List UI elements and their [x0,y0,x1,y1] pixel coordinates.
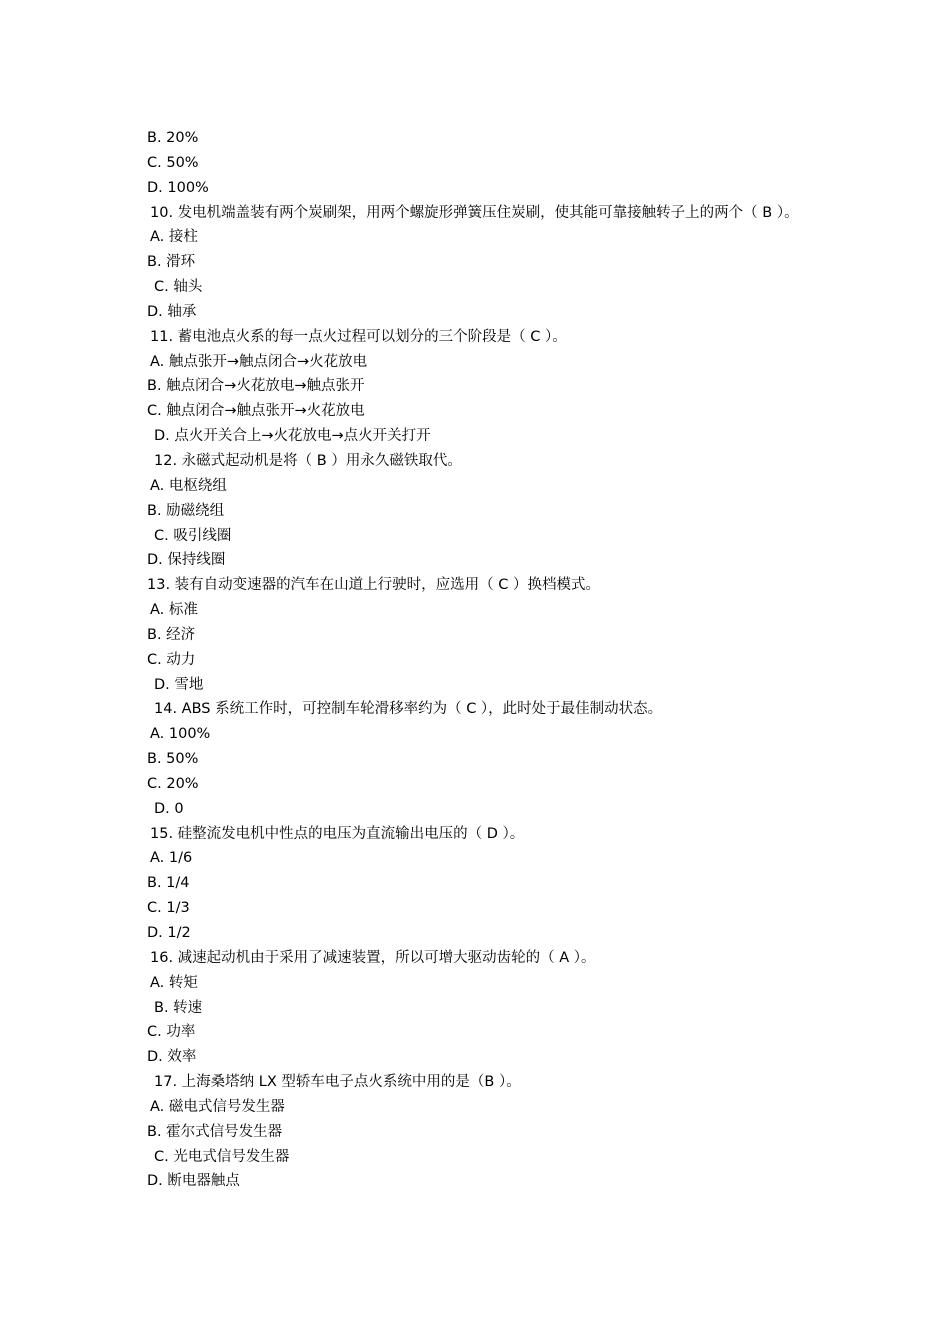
option-d-q15: D. 1/2 [147,925,191,941]
option-b-q12: B. 励磁绕组 [147,502,225,519]
question-17: 17. 上海桑塔纳 LX 型轿车电子点火系统中用的是（B ）。 [154,1074,521,1091]
option-d-q10: D. 轴承 [147,303,197,320]
question-15: 15. 硅整流发电机中性点的电压为直流输出电压的（ D ）。 [150,825,525,842]
option-a-q15: A. 1/6 [150,850,193,867]
option-d-q14: D. 0 [154,800,184,817]
option-a-q11: A. 触点张开→触点闭合→火花放电 [150,353,368,370]
question-16: 16. 减速起动机由于采用了减速装置，所以可增大驱动齿轮的（ A ）。 [150,949,596,966]
option-c-q11: C. 触点闭合→触点张开→火花放电 [147,403,365,420]
option-b-q13: B. 经济 [147,626,196,643]
question-11: 11. 蓄电池点火系的每一点火过程可以划分的三个阶段是（ C ）。 [150,328,567,345]
option-a-q14: A. 100% [150,726,211,743]
option-c-q9: C. 50% [147,154,199,171]
option-b-q16: B. 转速 [154,999,203,1016]
option-d-q12: D. 保持线圈 [147,552,226,569]
question-13: 13. 装有自动变速器的汽车在山道上行驶时，应选用（ C ）换档模式。 [147,577,601,594]
option-a-q16: A. 转矩 [150,974,198,991]
option-d-q9: D. 100% [147,179,209,196]
question-list [146,126,811,1194]
option-b-q11: B. 触点闭合→火花放电→触点张开 [147,378,365,395]
option-c-q15: C. 1/3 [147,900,190,917]
option-b-q14: B. 50% [147,751,199,768]
option-a-q10: A. 接柱 [150,229,198,246]
option-a-q13: A. 标准 [150,602,198,619]
option-d-q16: D. 效率 [147,1049,197,1066]
option-a-q17: A. 磁电式信号发生器 [150,1098,285,1115]
option-c-q14: C. 20% [147,775,199,792]
option-c-q12: C. 吸引线圈 [154,527,232,544]
option-c-q10: C. 轴头 [154,279,203,296]
option-c-q17: C. 光电式信号发生器 [154,1148,290,1165]
option-a-q12: A. 电枢绕组 [150,477,227,494]
question-10: 10. 发电机端盖装有两个炭刷架，用两个螺旋形弹簧压住炭刷，使其能可靠接触转子上的两个（ B ）。 [150,204,799,221]
option-b-q17: B. 霍尔式信号发生器 [147,1123,283,1140]
option-b-q10: B. 滑环 [147,254,196,271]
option-d-q17: D. 断电器触点 [147,1173,240,1190]
question-14: 14. ABS 系统工作时，可控制车轮滑移率约为（ C ），此时处于最佳制动状态。 [154,701,663,718]
option-d-q11: D. 点火开关合上→火花放电→点火开关打开 [154,428,431,445]
option-b-q9: B. 20% [147,130,199,146]
option-c-q16: C. 功率 [147,1024,196,1041]
option-d-q13: D. 雪地 [154,676,204,693]
option-b-q15: B. 1/4 [147,875,190,892]
option-c-q13: C. 动力 [147,651,196,668]
question-12: 12. 永磁式起动机是将（ B ）用永久磁铁取代。 [154,452,462,469]
